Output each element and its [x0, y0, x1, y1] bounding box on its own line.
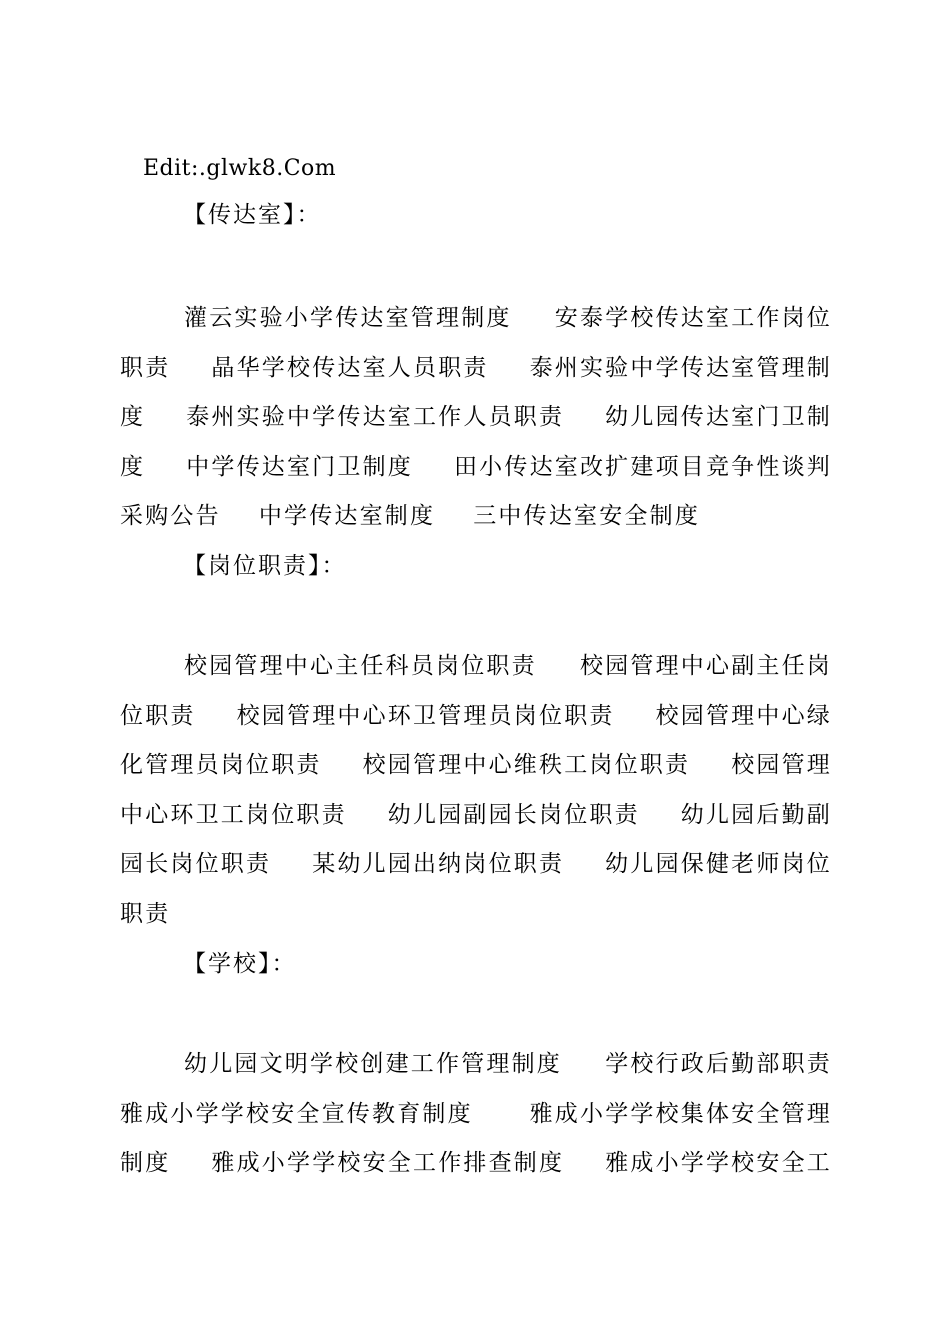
doc-link-title[interactable]: 灌云实验小学传达室管理制度: [184, 305, 512, 331]
section-heading-school: 【学校】：: [183, 951, 297, 977]
text-line: [120, 890, 832, 940]
doc-link-title[interactable]: 幼儿园保健老师岗位: [605, 851, 832, 878]
doc-link-title[interactable]: 某幼儿园出纳岗位职责: [312, 851, 565, 878]
doc-link-title[interactable]: 校园管理中心维秩工岗位职责: [362, 752, 691, 779]
doc-link-title[interactable]: 安泰学校传达室工作岗位: [554, 305, 832, 331]
doc-link-title[interactable]: 化管理员岗位职责: [120, 752, 322, 779]
doc-link-title[interactable]: 幼儿园传达室门卫制: [605, 404, 832, 431]
doc-link-title[interactable]: 度: [120, 453, 146, 480]
doc-link-title[interactable]: 职责: [120, 900, 171, 927]
text-line: [120, 443, 832, 493]
section-body-job-duties: [120, 642, 832, 940]
text-line: [120, 1139, 832, 1189]
section-heading-job-duties: 【岗位职责】：: [183, 553, 347, 579]
doc-link-title[interactable]: 采购公告: [120, 503, 221, 530]
section-heading-reception: 【传达室】：: [183, 202, 322, 228]
text-line: [120, 1090, 832, 1140]
text-line: [120, 791, 832, 841]
doc-link-title[interactable]: 雅成小学学校安全宣传教育制度: [120, 1100, 473, 1127]
doc-link-title[interactable]: 泰州实验中学传达室工作人员职责: [186, 404, 565, 431]
text-line: [120, 393, 832, 443]
text-line: [120, 642, 832, 692]
doc-link-title[interactable]: 校园管理中心副主任岗: [580, 653, 832, 679]
doc-link-title[interactable]: 职责: [120, 354, 171, 381]
doc-link-title[interactable]: 中心环卫工岗位职责: [120, 801, 347, 828]
text-line: [120, 741, 832, 791]
doc-link-title[interactable]: 校园管理: [731, 752, 832, 779]
doc-link-title[interactable]: 校园管理中心绿: [655, 702, 832, 729]
doc-link-title[interactable]: 位职责: [120, 702, 196, 729]
text-line: [120, 492, 832, 542]
doc-link-title[interactable]: 校园管理中心主任科员岗位职责: [184, 653, 537, 679]
doc-link-title[interactable]: 田小传达室改扩建项目竞争性谈判: [453, 453, 832, 480]
doc-link-title[interactable]: 中学传达室门卫制度: [186, 453, 413, 480]
doc-link-title[interactable]: 中学传达室制度: [258, 503, 436, 530]
section-body-reception: [120, 294, 832, 542]
text-line: [120, 294, 832, 344]
doc-link-title[interactable]: 晶华学校传达室人员职责: [211, 354, 489, 381]
doc-link-title[interactable]: 雅成小学学校集体安全管理: [529, 1100, 832, 1127]
doc-link-title[interactable]: 幼儿园副园长岗位职责: [387, 801, 640, 828]
text-line: [120, 1040, 832, 1090]
text-line: [120, 692, 832, 742]
doc-link-title[interactable]: 学校行政后勤部职责: [605, 1051, 832, 1077]
doc-link-title[interactable]: 雅成小学学校安全工: [605, 1150, 832, 1177]
doc-link-title[interactable]: 制度: [120, 1150, 171, 1177]
doc-link-title[interactable]: 园长岗位职责: [120, 851, 272, 878]
section-body-school: [120, 1040, 832, 1189]
doc-link-title[interactable]: 幼儿园文明学校创建工作管理制度: [184, 1051, 562, 1077]
text-line: [120, 840, 832, 890]
doc-link-title[interactable]: 幼儿园后勤副: [680, 801, 832, 828]
doc-link-title[interactable]: 校园管理中心环卫管理员岗位职责: [236, 702, 615, 729]
doc-link-title[interactable]: 度: [120, 404, 146, 431]
text-line: [120, 344, 832, 394]
edit-source-line: Edit:.glwk8.Com: [143, 156, 337, 181]
doc-link-title[interactable]: 三中传达室安全制度: [473, 503, 701, 530]
doc-link-title[interactable]: 泰州实验中学传达室管理制: [529, 354, 832, 381]
doc-link-title[interactable]: 雅成小学学校安全工作排查制度: [211, 1150, 565, 1177]
